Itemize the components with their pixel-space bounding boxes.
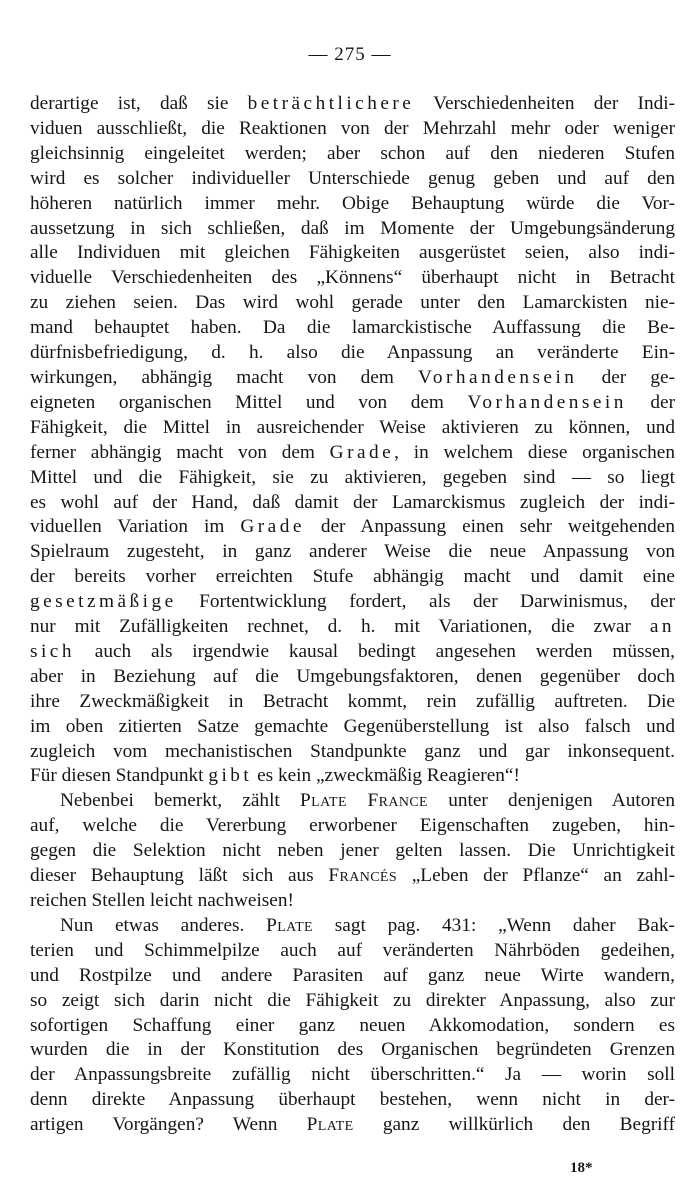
- text-segment: reichen Stellen leicht nachweisen!: [30, 890, 294, 911]
- text-line: [30, 117, 675, 142]
- text-segment: nur mit Zufälligkeiten rechnet, d. h. mit Variationen, die zwar: [30, 616, 650, 638]
- text-line: [30, 814, 675, 839]
- text-segment: ganz willkürlich den Begriff: [353, 1114, 675, 1136]
- text-segment: so zeigt sich darin nicht die Fähigkeit zu direkter Anpassung, also zur: [30, 989, 675, 1011]
- text-line: [30, 640, 675, 665]
- text-segment: aber in Beziehung auf die Umgebungsfaktoren, denen gegenüber doch: [30, 665, 675, 687]
- text-segment: derartige ist, daß sie: [30, 93, 248, 114]
- text-segment: zu ziehen seien. Das wird wohl gerade unter den Lamarckisten nie-: [30, 292, 675, 314]
- spaced-emphasis: Grade: [329, 441, 395, 463]
- text-line: [30, 764, 675, 789]
- text-segment: und Rostpilze und andere Parasiten auf ganz neue Wirte wandern,: [30, 964, 675, 986]
- text-segment: Verschiedenheiten der Indi-: [414, 93, 675, 114]
- spaced-emphasis: Vorhandensein: [467, 391, 627, 413]
- text-line: [30, 1113, 675, 1138]
- text-segment: aussetzung in sich schließen, daß im Momente der Umgebungsänderung: [30, 217, 675, 239]
- text-segment: viduelle Verschiedenheiten des „Könnens“ überhaupt nicht in Betracht: [30, 267, 675, 289]
- text-segment: viduellen Variation im: [30, 516, 241, 538]
- text-segment: der bereits vorher erreichten Stufe abhängig macht und damit eine: [30, 566, 675, 588]
- text-segment: der Anpassung einen sehr weitgehenden: [304, 516, 675, 538]
- text-line: [30, 914, 675, 939]
- text-segment: der Anpassungsbreite zufällig nicht überschritten.“ Ja — worin soll: [30, 1064, 675, 1086]
- author-name: Francés: [328, 865, 398, 887]
- text-line: [30, 291, 675, 316]
- text-line: [30, 615, 675, 640]
- text-line: [30, 466, 675, 491]
- text-segment: dieser Behauptung läßt sich aus: [30, 865, 329, 887]
- spaced-emphasis: sich: [30, 640, 75, 662]
- text-segment: Spielraum zugesteht, in ganz anderer Weise die neue Anpassung von: [30, 541, 675, 563]
- text-line: [30, 241, 675, 266]
- text-line: [30, 839, 675, 864]
- spaced-emphasis: gibt: [208, 765, 253, 787]
- text-segment: artigen Vorgängen? Wenn: [30, 1114, 307, 1136]
- author-name: Plate: [266, 914, 313, 936]
- text-segment: , in welchem diese organischen: [394, 441, 675, 463]
- text-segment: sofortigen Schaffung einer ganz neuen Akkomodation, sondern es: [30, 1014, 675, 1036]
- spaced-emphasis: an: [649, 616, 675, 638]
- text-segment: mand behauptet haben. Da die lamarckistische Auffassung die Be-: [30, 317, 675, 339]
- text-segment: wird es solcher individueller Unterschiede genug geben und auf den: [30, 167, 675, 189]
- text-line: [30, 217, 675, 242]
- author-name: Plate France: [300, 790, 428, 812]
- text-segment: auf, welche die Vererbung erworbener Eigenschaften zugeben, hin-: [30, 815, 675, 837]
- text-line: [30, 1038, 675, 1063]
- text-line: [30, 341, 675, 366]
- spaced-emphasis: Vorhandensein: [418, 366, 578, 388]
- text-segment: zugleich vom mechanistischen Standpunkte ganz und gar inkonsequent.: [30, 740, 675, 762]
- text-segment: auch als irgendwie kausal bedingt angesehen werden müssen,: [74, 640, 675, 662]
- text-segment: unter denjenigen Autoren: [427, 790, 675, 812]
- text-line: [30, 715, 675, 740]
- text-line: [30, 864, 675, 889]
- text-line: [30, 1063, 675, 1088]
- text-segment: der ge-: [577, 366, 675, 388]
- text-line: [30, 366, 675, 391]
- text-line: [30, 889, 675, 914]
- text-line: [30, 167, 675, 192]
- page-number: — 275 —: [308, 44, 392, 65]
- text-segment: Nun etwas anderes.: [60, 914, 267, 936]
- text-line: [30, 540, 675, 565]
- text-segment: Für diesen Standpunkt: [30, 765, 209, 787]
- text-line: [30, 789, 675, 814]
- body-text: [30, 92, 675, 1138]
- text-line: [30, 491, 675, 516]
- text-line: [30, 1088, 675, 1113]
- text-segment: sagt pag. 431: „Wenn daher Bak-: [313, 914, 675, 936]
- text-segment: im oben zitierten Satze gemachte Gegenüberstellung ist also falsch und: [30, 715, 675, 737]
- text-segment: „Leben der Pflanze“ an zahl-: [397, 865, 675, 887]
- text-segment: Nebenbei bemerkt, zählt: [60, 790, 301, 812]
- text-segment: viduen ausschließt, die Reaktionen von der Mehrzahl mehr oder weniger: [30, 117, 675, 139]
- text-segment: denn direkte Anpassung überhaupt bestehen, wenn nicht in der-: [30, 1089, 675, 1111]
- text-segment: wirkungen, abhängig macht von dem: [30, 366, 419, 388]
- text-line: [30, 665, 675, 690]
- spaced-emphasis: gesetzmäßige: [30, 591, 177, 613]
- text-segment: Fähigkeit, die Mittel in ausreichender Weise aktivieren zu können, und: [30, 416, 675, 438]
- text-line: [30, 391, 675, 416]
- text-line: [30, 690, 675, 715]
- text-line: [30, 142, 675, 167]
- spaced-emphasis: beträchtlichere: [247, 93, 415, 114]
- spaced-emphasis: Grade: [240, 516, 305, 538]
- text-line: [30, 92, 675, 117]
- text-segment: Fortentwicklung fordert, als der Darwinismus, der: [176, 591, 675, 613]
- text-line: [30, 1014, 675, 1039]
- text-segment: eigneten organischen Mittel und von dem: [30, 391, 468, 413]
- text-segment: dürfnisbefriedigung, d. h. also die Anpassung an veränderte Ein-: [30, 342, 675, 364]
- text-line: [30, 740, 675, 765]
- text-segment: wurden die in der Konstitution des Organischen begründeten Grenzen: [30, 1039, 675, 1061]
- text-segment: höheren natürlich immer mehr. Obige Behauptung würde die Vor-: [30, 192, 675, 214]
- text-line: [30, 192, 675, 217]
- text-segment: es kein „zweckmäßig Reagieren“!: [252, 765, 520, 787]
- author-name: Plate: [306, 1114, 354, 1136]
- text-line: [30, 964, 675, 989]
- text-line: [30, 939, 675, 964]
- text-segment: ferner abhängig macht von dem: [30, 441, 330, 463]
- text-line: [30, 590, 675, 615]
- text-line: [30, 316, 675, 341]
- signature-mark: 18*: [570, 1160, 593, 1176]
- text-segment: es wohl auf der Hand, daß damit der Lamarckismus zugleich der indi-: [30, 491, 675, 513]
- text-segment: ihre Zweckmäßigkeit in Betracht kommt, rein zufällig auftreten. Die: [30, 690, 675, 712]
- text-segment: Mittel und die Fähigkeit, sie zu aktivieren, gegeben sind — so liegt: [30, 466, 675, 488]
- text-line: [30, 515, 675, 540]
- text-segment: terien und Schimmelpilze auch auf veränderten Nährböden gedeihen,: [30, 939, 675, 961]
- text-segment: gegen die Selektion nicht neben jener gelten lassen. Die Unrichtigkeit: [30, 840, 675, 862]
- text-line: [30, 565, 675, 590]
- text-line: [30, 416, 675, 441]
- text-segment: gleichsinnig eingeleitet werden; aber schon auf den niederen Stufen: [30, 142, 675, 164]
- text-line: [30, 441, 675, 466]
- text-line: [30, 989, 675, 1014]
- text-segment: der: [626, 391, 675, 413]
- text-line: [30, 266, 675, 291]
- text-segment: alle Individuen mit gleichen Fähigkeiten ausgerüstet seien, also indi-: [30, 242, 675, 264]
